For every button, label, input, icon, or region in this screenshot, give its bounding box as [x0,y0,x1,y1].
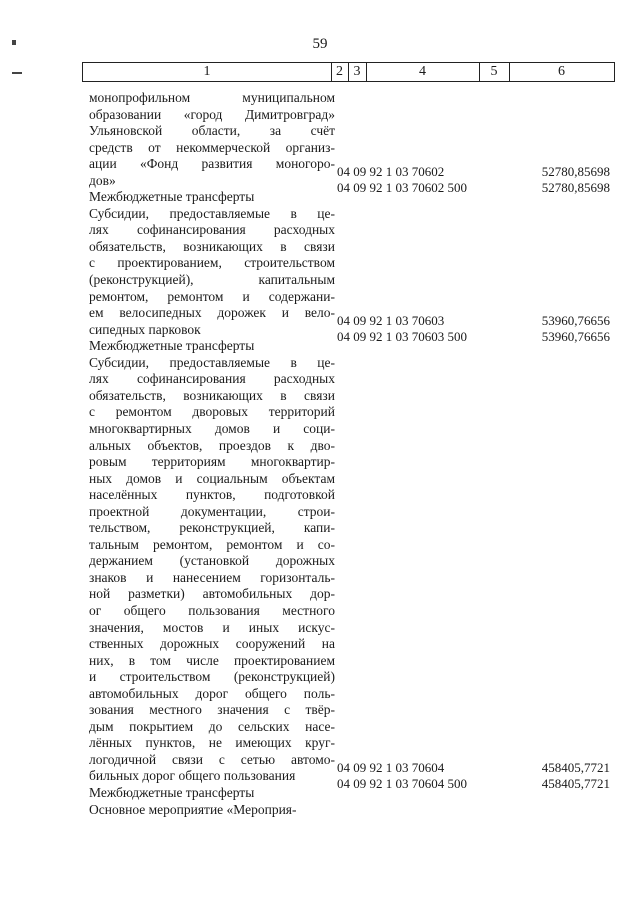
row-classification-code: 04 09 92 1 03 70602 500 [337,180,467,196]
description-line: многоквартирных домов и соци- [89,420,335,436]
description-line: Ульяновской области, за счёт [89,123,335,139]
description-line: альных объектов, проездов к дво- [89,437,335,453]
header-col-4: 4 [366,63,480,81]
description-line: тельством, реконструкцией, капи- [89,520,335,536]
scan-mark [12,40,16,45]
description-line: ем велосипедных дорожек и вело- [89,305,335,321]
description-line: них, в том числе проектированием [89,652,335,668]
description-line: лях софинансирования расходных [89,371,335,387]
description-line: значения, мостов и иных искус- [89,619,335,635]
row-description [89,355,335,785]
description-line: монопрофильном муниципальном [89,90,335,105]
description-line: ремонтом, ремонтом и содержани- [89,288,335,304]
scan-mark [12,72,22,74]
description-line: тальным ремонтом, ремонтом и со- [89,536,335,552]
description-line: образовании «город Димитровград» [89,106,335,122]
description-line: бильных дорог общего пользования [89,768,296,784]
description-line: средств от некоммерческой организ- [89,139,335,155]
description-line: логодичной связи с сетью автомо- [89,751,335,767]
description-line: ственных дорожных сооружений на [89,636,335,652]
description-line: зования местного значения с твёр- [89,702,335,718]
description-line: держанием (установкой дорожных [89,553,335,569]
description-line: ог общего пользования местного [89,603,335,618]
header-col-2: 2 [331,63,349,81]
row-classification-code: 04 09 92 1 03 70604 [337,759,445,775]
row-description [89,90,335,189]
description-line: Субсидии, предоставляемые в це- [89,205,335,221]
row-description [89,802,335,819]
row-amount: 52780,85698 [541,180,610,196]
description-line: лённых пунктов, не имеющих круг- [89,735,335,751]
description-line: ровым территориям многоквартир- [89,454,335,470]
row-amount: 52780,85698 [541,163,610,179]
header-col-3: 3 [348,63,367,81]
row-classification-code: 04 09 92 1 03 70604 500 [337,776,467,792]
description-line: Субсидии, предоставляемые в це- [89,354,335,370]
header-col-6: 6 [558,64,565,79]
description-line: с проектированием, строительством [89,255,335,271]
page-number: 59 [312,36,328,52]
description-line: Межбюджетные трансферты [89,785,255,801]
row-classification-code: 04 09 92 1 03 70603 [337,312,445,328]
description-line: Основное мероприятие «Мероприя- [89,801,297,817]
row-description [89,206,335,338]
header-col-5: 5 [479,63,510,81]
description-line: (реконструкцией), капитальным [89,272,335,288]
row-amount: 53960,76656 [541,329,610,345]
row-description [89,785,335,802]
row-description [89,189,335,206]
row-description [89,338,335,355]
description-line: автомобильных дорог общего поль- [89,685,335,701]
description-line: населённых пунктов, подготовкой [89,487,335,503]
description-line: лях софинансирования расходных [89,222,335,238]
row-classification-code: 04 09 92 1 03 70602 [337,163,445,179]
description-line: ных домов и социальным объектам [89,470,335,486]
description-line: дым покрытием до сельских насе- [89,718,335,734]
description-line: обязательств, возникающих в связи [89,238,335,254]
row-classification-code: 04 09 92 1 03 70603 500 [337,329,467,345]
description-line: с ремонтом дворовых территорий [89,404,335,420]
description-line: Межбюджетные трансферты [89,189,255,205]
description-line: сипедных парковок [89,321,201,337]
description-line: проектной документации, строи- [89,503,335,519]
header-col-1: 1 [83,63,332,81]
description-line: дов» [89,172,116,188]
description-line: обязательств, возникающих в связи [89,387,335,403]
row-amount: 53960,76656 [541,312,610,328]
row-amount: 458405,7721 [541,776,610,792]
description-line: Межбюджетные трансферты [89,338,255,354]
row-amount: 458405,7721 [541,759,610,775]
description-line: и строительством (реконструкцией) [89,669,335,685]
description-line: ной разметки) автомобильных дор- [89,586,335,602]
description-line: знаков и нанесением горизонталь- [89,569,335,585]
description-line: ации «Фонд развития моногоро- [89,156,335,172]
table-header [82,62,615,82]
